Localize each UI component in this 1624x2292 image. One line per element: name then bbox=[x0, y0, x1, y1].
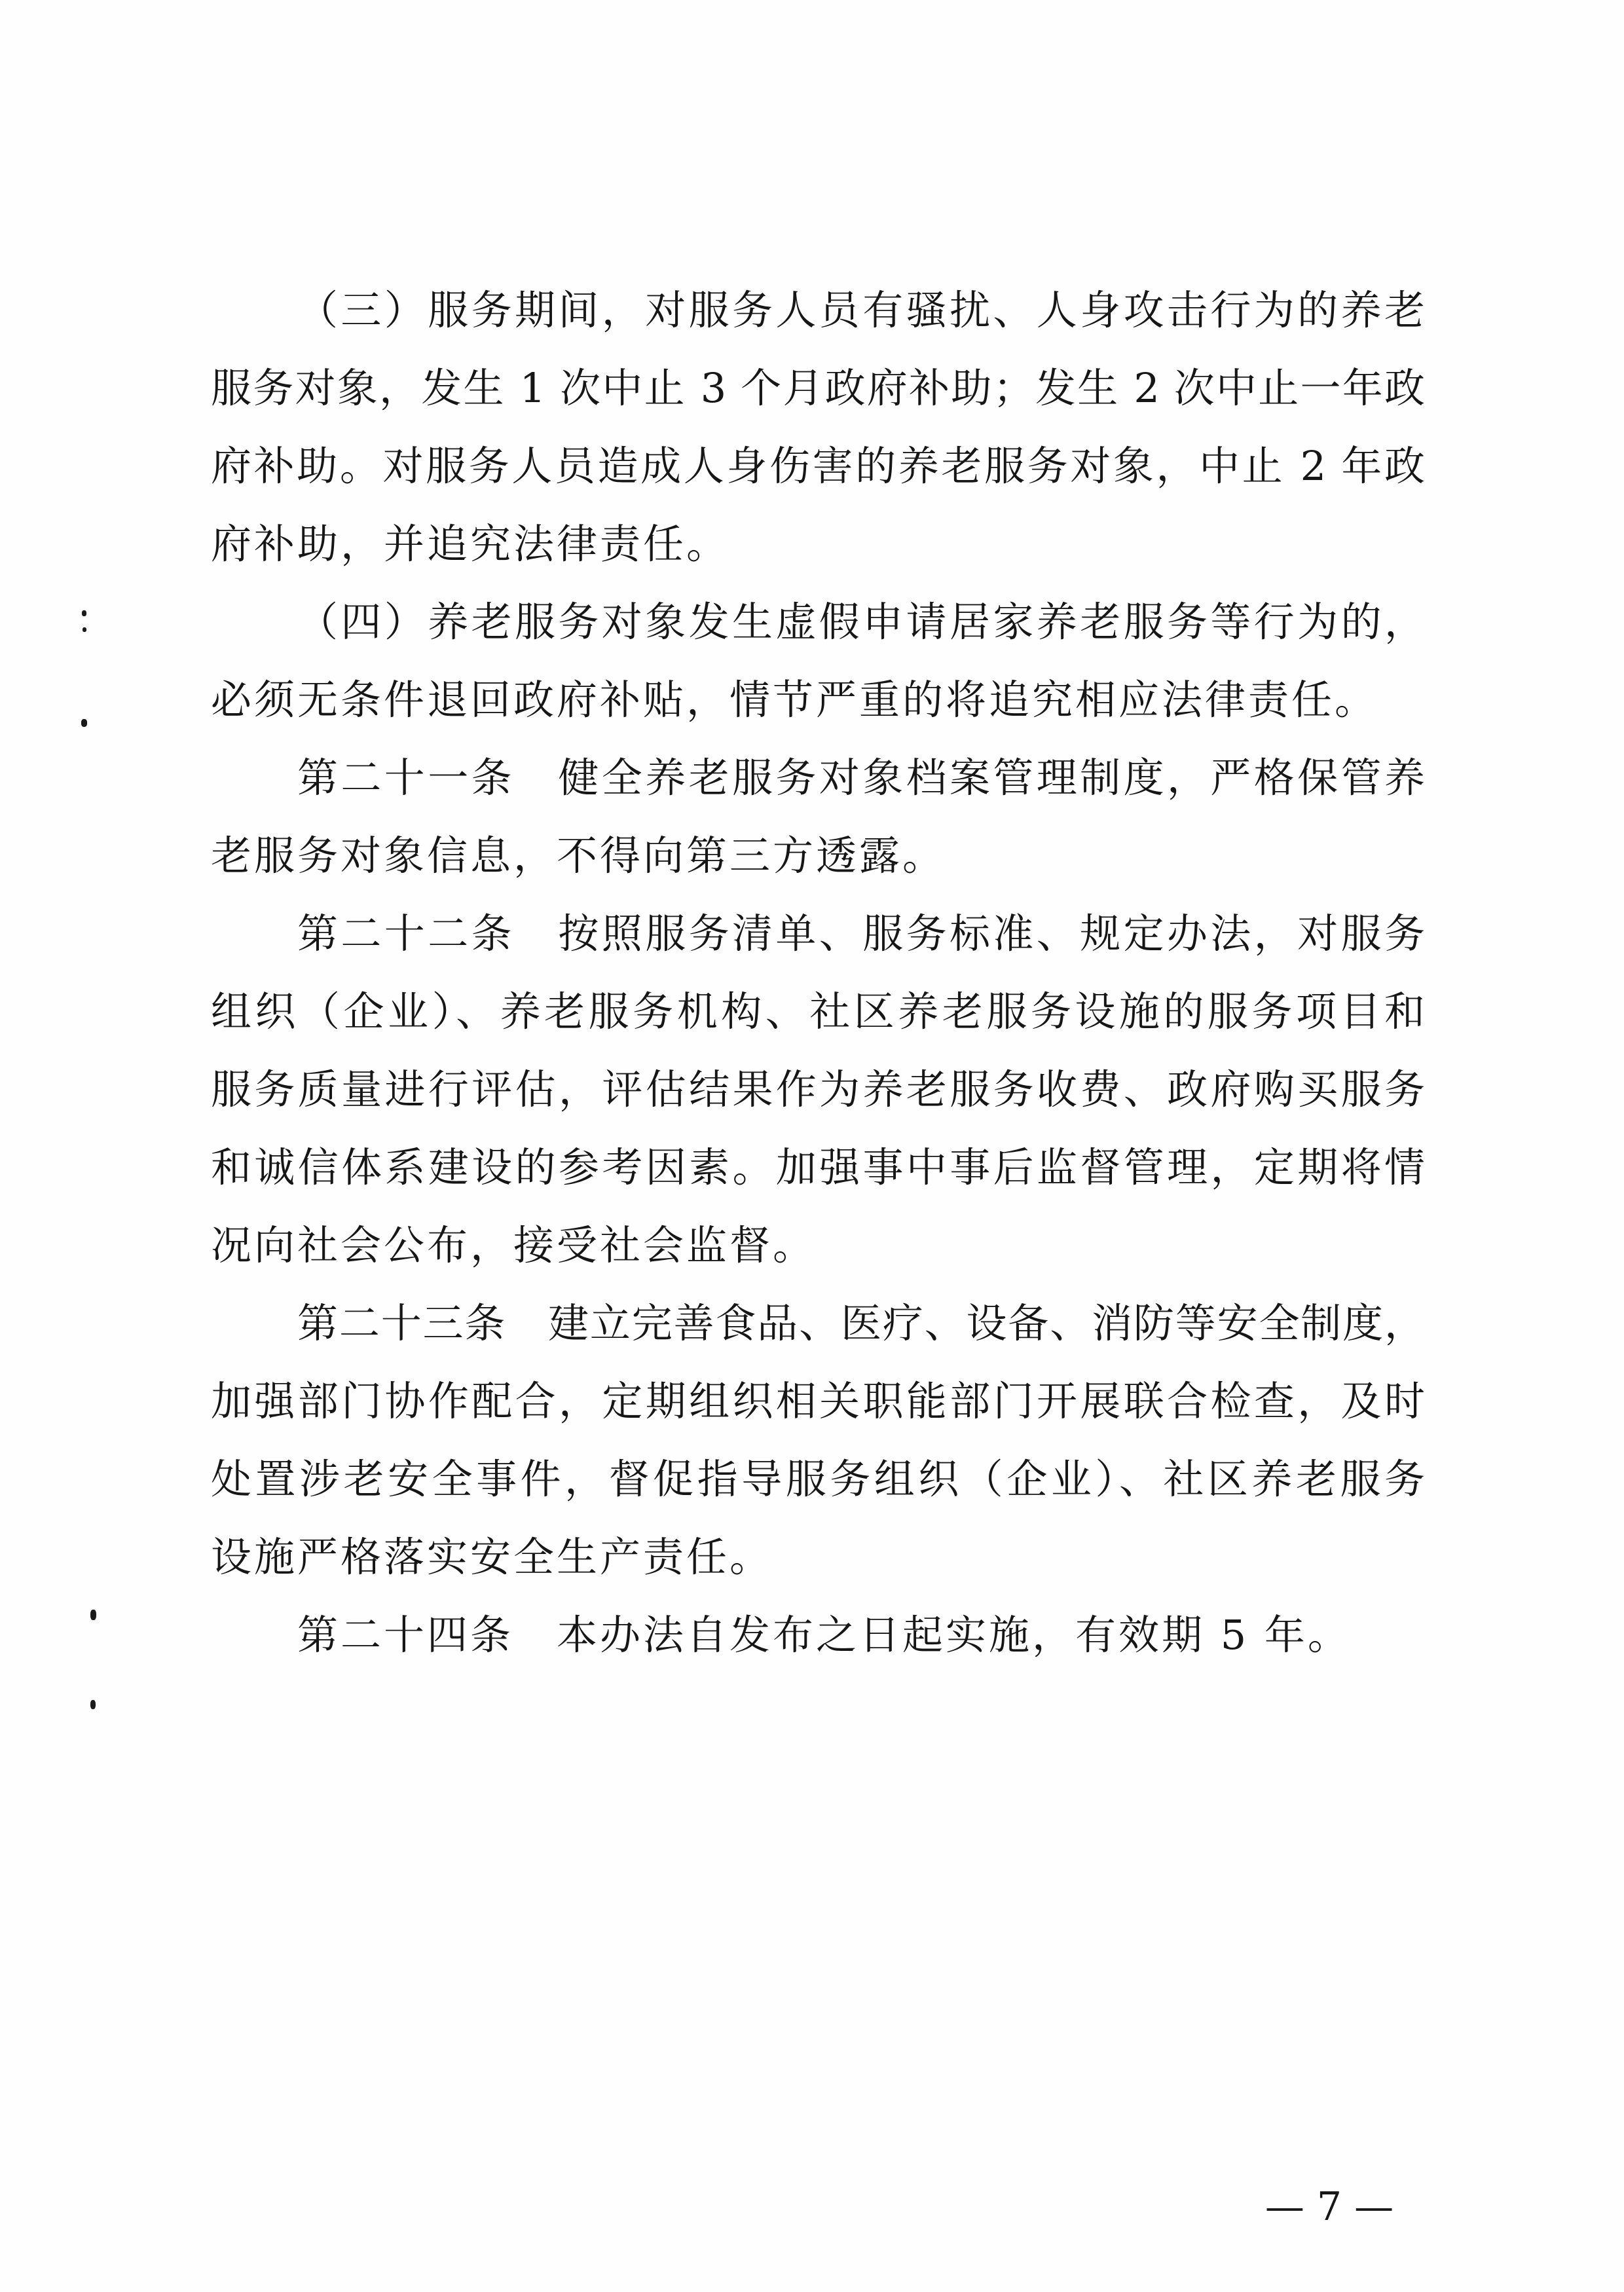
text-line: 第二十一条 健全养老服务对象档案管理制度，严格保管养 bbox=[297, 754, 1425, 802]
text-line: 府补助。对服务人员造成人身伤害的养老服务对象，中止 2 年政 bbox=[211, 442, 1425, 490]
body-text bbox=[211, 271, 1425, 1674]
text-line: 服务质量进行评估，评估结果作为养老服务收费、政府购买服务 bbox=[211, 1065, 1425, 1113]
paragraph-item-3 bbox=[211, 271, 1425, 583]
text-line: 和诚信体系建设的参考因素。加强事中事后监督管理，定期将情 bbox=[211, 1143, 1425, 1191]
text-line: 第二十三条 建立完善食品、医疗、设备、消防等安全制度， bbox=[297, 1299, 1425, 1347]
text-line: 府补助，并追究法律责任。 bbox=[211, 520, 730, 568]
text-line: （三）服务期间，对服务人员有骚扰、人身攻击行为的养老 bbox=[297, 286, 1425, 334]
scan-speck bbox=[81, 719, 87, 727]
text-line: 必须无条件退回政府补贴，情节严重的将追究相应法律责任。 bbox=[211, 676, 1378, 724]
paragraph-item-4 bbox=[211, 583, 1425, 739]
text-line: 设施严格落实安全生产责任。 bbox=[211, 1533, 773, 1581]
text-line: 加强部门协作配合，定期组织相关职能部门开展联合检查，及时 bbox=[211, 1377, 1425, 1425]
text-line: 组织（企业）、养老服务机构、社区养老服务设施的服务项目和 bbox=[211, 988, 1425, 1035]
article-23 bbox=[211, 1284, 1425, 1596]
text-line: （四）养老服务对象发生虚假申请居家养老服务等行为的， bbox=[297, 598, 1425, 646]
text-line: 第二十四条 本办法自发布之日起实施，有效期 5 年。 bbox=[297, 1611, 1351, 1659]
text-line: 处置涉老安全事件，督促指导服务组织（企业）、社区养老服务 bbox=[211, 1455, 1425, 1503]
scan-speck bbox=[90, 1610, 96, 1620]
article-21 bbox=[211, 739, 1425, 895]
text-line: 老服务对象信息，不得向第三方透露。 bbox=[211, 832, 946, 879]
text-line: 第二十二条 按照服务清单、服务标准、规定办法，对服务 bbox=[297, 910, 1425, 957]
article-24 bbox=[211, 1596, 1425, 1674]
text-line: 况向社会公布，接受社会监督。 bbox=[211, 1221, 817, 1269]
scan-speck bbox=[82, 610, 86, 616]
scan-speck bbox=[90, 1700, 96, 1709]
text-line: 服务对象，发生 1 次中止 3 个月政府补助；发生 2 次中止一年政 bbox=[211, 364, 1425, 412]
page-number: — 7 — bbox=[1264, 2184, 1394, 2230]
article-22 bbox=[211, 895, 1425, 1284]
scan-speck bbox=[83, 627, 86, 632]
